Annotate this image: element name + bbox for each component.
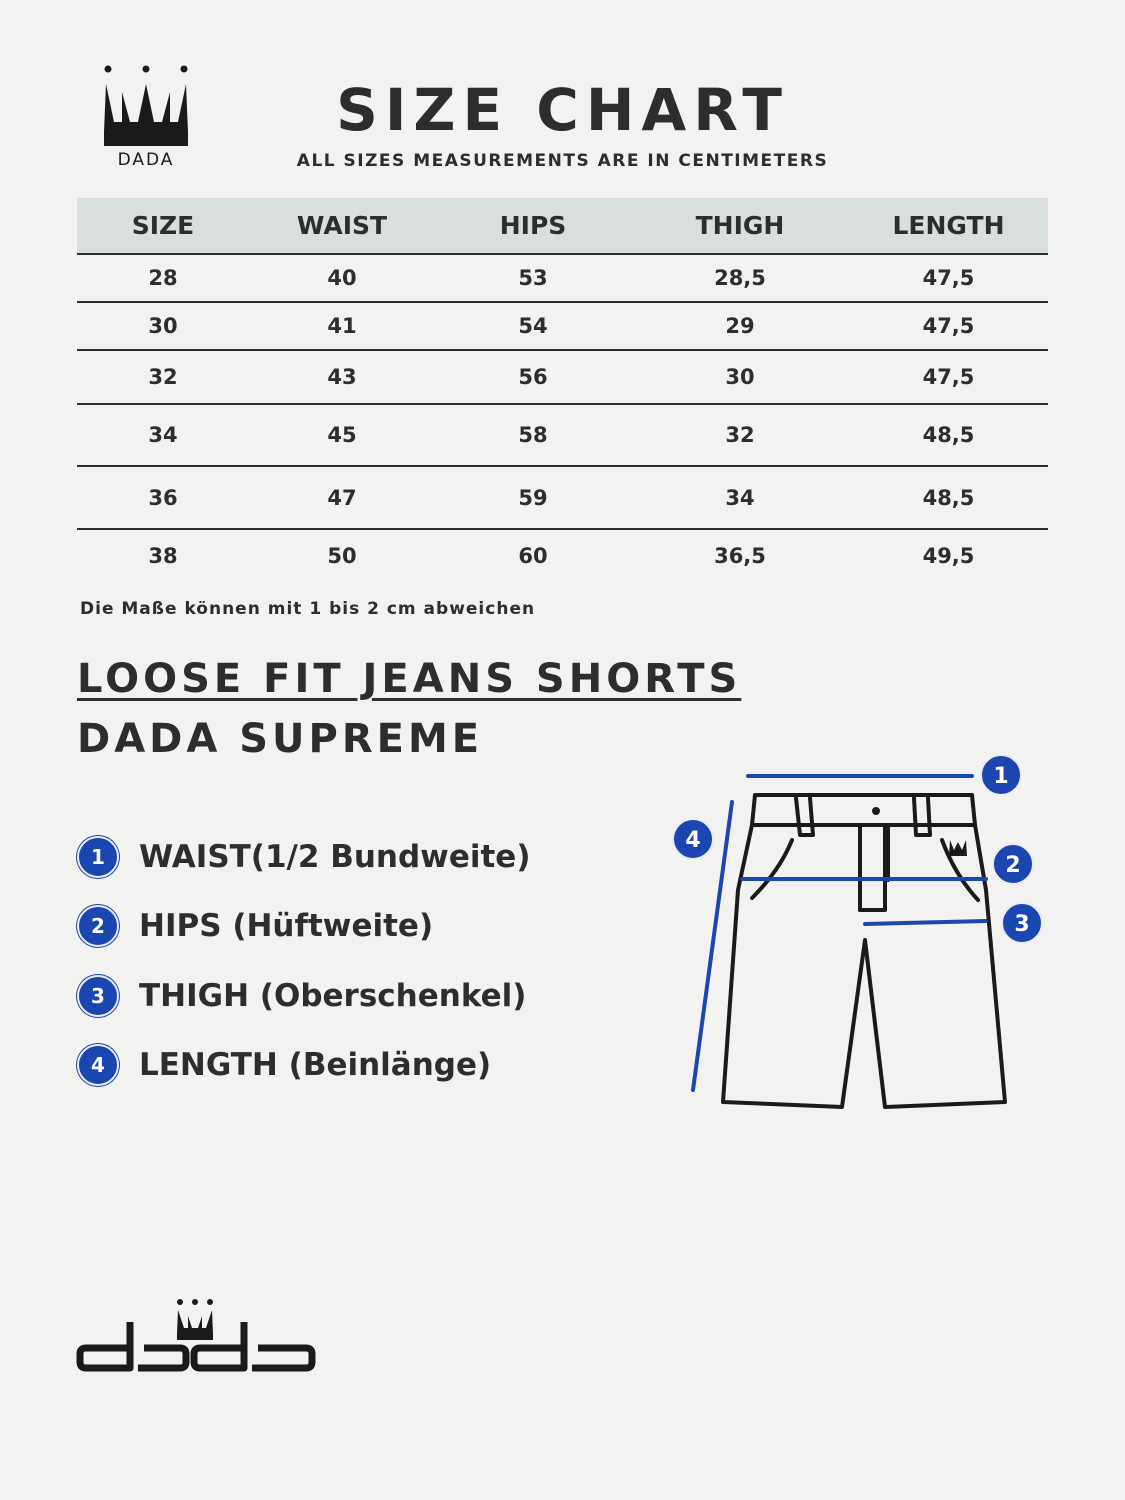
table-cell: 59 [435,466,631,529]
tolerance-note: Die Maße können mit 1 bis 2 cm abweichen [80,599,536,619]
dada-footer-logo [74,1296,319,1378]
size-table [77,198,1048,581]
marker-3 [1002,903,1042,943]
number-badge: 1 [77,836,119,878]
legend-item-waist [77,822,530,892]
table-row [77,350,1048,404]
marker-4 [673,819,713,859]
table-cell: 45 [249,404,435,466]
table-cell: 47,5 [849,302,1048,350]
table-cell: 30 [631,350,849,404]
legend-item-thigh [77,961,530,1031]
column-header-hips: HIPS [435,198,631,254]
table-row [77,529,1048,581]
marker-2 [993,844,1033,884]
table-cell: 32 [631,404,849,466]
legend-item-length [77,1031,530,1101]
table-cell: 34 [631,466,849,529]
shorts-measurement-diagram [660,740,1060,1120]
marker-label: 3 [1014,912,1030,937]
measurement-legend [77,822,530,1100]
legend-label: WAIST(1/2 Bundweite) [139,838,531,875]
marker-label: 4 [685,828,701,853]
legend-label: THIGH (Oberschenkel) [139,977,527,1014]
table-cell: 58 [435,404,631,466]
legend-item-hips [77,892,530,962]
marker-label: 1 [993,764,1009,789]
crown-emblem-icon [949,840,967,856]
table-cell: 36,5 [714,543,766,568]
table-cell: 48,5 [849,404,1048,466]
table-cell: 29 [631,302,849,350]
product-line: DADA SUPREME [77,716,484,762]
table-cell: 48,5 [849,466,1048,529]
table-cell: 40 [249,254,435,302]
table-header-row [77,198,1048,254]
number-badge: 2 [77,905,119,947]
legend-label: HIPS (Hüftweite) [139,908,434,945]
legend-label: LENGTH (Beinlänge) [139,1047,492,1084]
table-cell: 36 [77,466,249,529]
number-badge: 4 [77,1044,119,1086]
page-title: SIZE CHART [336,76,789,144]
logo-text: DADA [117,150,175,170]
table-cell: 50 [327,543,357,568]
page-subtitle: ALL SIZES MEASUREMENTS ARE IN CENTIMETERS [296,151,829,171]
column-header-waist: WAIST [249,198,435,254]
product-name: LOOSE FIT JEANS SHORTS [77,656,742,702]
table-cell: 38 [148,543,178,568]
marker-1 [981,755,1021,795]
table-cell: 47 [249,466,435,529]
table-cell: 34 [77,404,249,466]
table-cell: 28 [77,254,249,302]
table-cell: 43 [249,350,435,404]
table-cell: 47,5 [849,254,1048,302]
table-row [77,254,1048,302]
number-badge: 3 [77,975,119,1017]
table-cell: 28,5 [631,254,849,302]
column-header-size: SIZE [77,198,249,254]
table-cell: 53 [435,254,631,302]
marker-label: 2 [1005,853,1021,878]
table-row [77,466,1048,529]
table-cell: 47,5 [849,350,1048,404]
table-cell: 49,5 [922,543,975,568]
table-cell: 41 [249,302,435,350]
table-row [77,404,1048,466]
shorts-outline-icon [723,795,1005,1107]
column-header-thigh: THIGH [631,198,849,254]
table-cell: 60 [518,543,548,568]
table-cell: 56 [435,350,631,404]
table-cell: 54 [435,302,631,350]
table-cell: 32 [77,350,249,404]
column-header-length: LENGTH [849,198,1048,254]
table-row [77,302,1048,350]
table-cell: 30 [77,302,249,350]
